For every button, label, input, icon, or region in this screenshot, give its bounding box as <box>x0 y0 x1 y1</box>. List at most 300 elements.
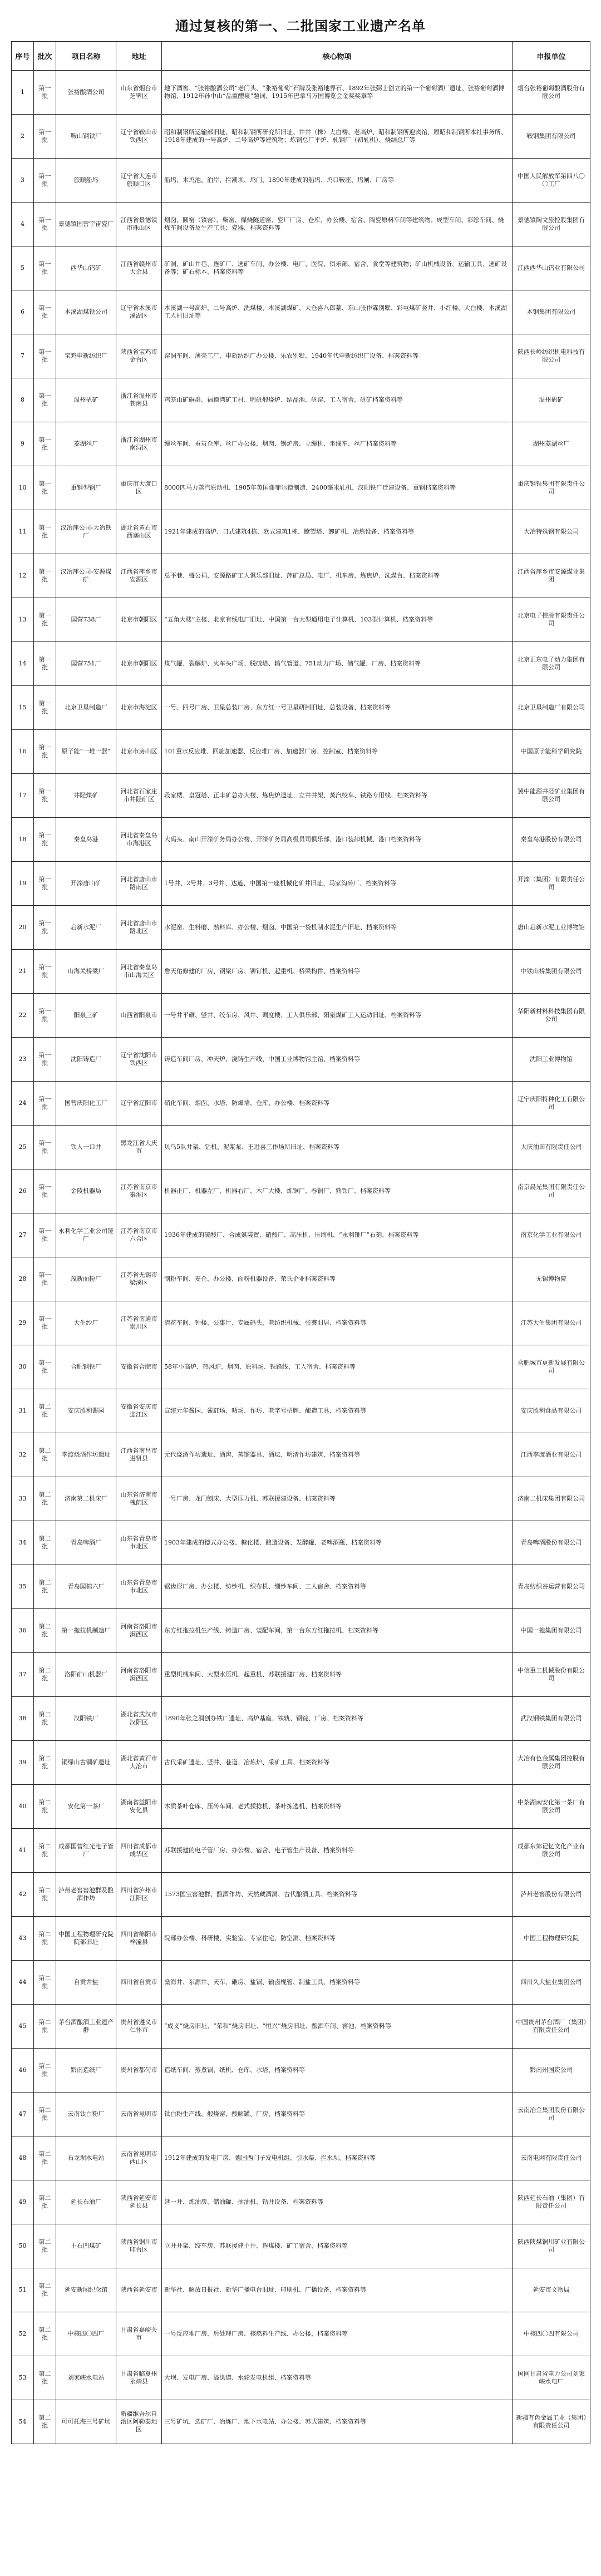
project-address: 江西省南昌市进贤县 <box>116 1433 162 1477</box>
table-row <box>12 71 590 115</box>
table-row <box>12 2356 590 2400</box>
project-address: 云南省昆明市 <box>116 2093 162 2136</box>
applicant-unit: 湖州菱湖丝厂 <box>513 422 590 466</box>
row-number: 7 <box>12 334 34 378</box>
core-items: 101重水反应堆、回旋加速器、反应堆厂房、加速器厂房、控制室、档案资料等 <box>162 730 513 774</box>
column-header: 申报单位 <box>513 42 590 71</box>
core-items: 宣统元年酱园、酱缸场、晒场、作坊、老字号招牌、酿造工具、档案资料等 <box>162 1389 513 1433</box>
project-address: 江苏省南京市秦淮区 <box>116 1169 162 1213</box>
table-row <box>12 1741 590 1785</box>
project-name: 国营庆阳化工厂 <box>56 1082 116 1126</box>
project-name: 济南第二机床厂 <box>56 1477 116 1521</box>
core-items: 大坝、发电厂房、溢洪道、水轮发电机组、档案资料等 <box>162 2356 513 2400</box>
project-address: 山东省青岛市市北区 <box>116 1565 162 1609</box>
row-batch: 第二批 <box>34 1653 56 1697</box>
project-address: 陕西省宝鸡市金台区 <box>116 334 162 378</box>
core-items: 元代烧酒作坊遗址、酒窖、蒸馏器具、酒坛、明清作坊建筑、档案资料等 <box>162 1433 513 1477</box>
core-items: 本溪湖一号高炉、二号高炉、洗煤楼、本溪湖煤矿、大仓喜八郎墓、东山张作霖别墅、彩屯煤矿竖井、小红楼、大白楼、本溪湖工人村旧址等 <box>162 290 513 334</box>
table-row <box>12 2093 590 2136</box>
project-address: 新疆维吾尔自治区阿勒泰地区 <box>116 2400 162 2444</box>
row-batch: 第一批 <box>34 862 56 906</box>
applicant-unit: 中铁山桥集团有限公司 <box>513 950 590 994</box>
table-body <box>12 71 590 2444</box>
project-address: 云南省昆明市西山区 <box>116 2136 162 2180</box>
applicant-unit: 鞍钢集团有限公司 <box>513 115 590 159</box>
project-name: 山海关桥梁厂 <box>56 950 116 994</box>
project-address: 江西省萍乡市安源区 <box>116 554 162 598</box>
table-row <box>12 818 590 862</box>
applicant-unit: 沈阳工业博物馆 <box>513 1038 590 1082</box>
table-row <box>12 1126 590 1169</box>
table-row <box>12 1961 590 2005</box>
row-batch: 第一批 <box>34 159 56 203</box>
project-name: 汉冶萍公司-大冶铁厂 <box>56 510 116 554</box>
table-row <box>12 774 590 818</box>
project-address: 陕西省延安市 <box>116 2268 162 2312</box>
heritage-table <box>11 41 590 2444</box>
project-name: 井陉煤矿 <box>56 774 116 818</box>
row-batch: 第一批 <box>34 203 56 246</box>
project-name: 茅台酒酿酒工业遗产群 <box>56 2005 116 2049</box>
applicant-unit: 陕西长岭纺织机电科技有限公司 <box>513 334 590 378</box>
project-name: 开滦唐山矿 <box>56 862 116 906</box>
applicant-unit: 黔南州国资公司 <box>513 2049 590 2093</box>
row-number: 2 <box>12 115 34 159</box>
core-items: 延一井、炼油房、储油罐、抽油机、钻井设备、档案资料等 <box>162 2180 513 2224</box>
core-items: 三号矿坑、选矿厂、冶炼厂、地下水电站、办公楼、苏式建筑、档案资料等 <box>162 2400 513 2444</box>
project-address: 辽宁省本溪市溪湖区 <box>116 290 162 334</box>
applicant-unit: 烟台张裕葡萄酿酒股份有限公司 <box>513 71 590 115</box>
project-name: 合肥钢铁厂 <box>56 1345 116 1389</box>
table-row <box>12 1609 590 1653</box>
project-name: 铜绿山古铜矿遗址 <box>56 1741 116 1785</box>
project-name: 自贡井盐 <box>56 1961 116 2005</box>
core-items: 矿洞、矿山井巷、选矿厂、选矿车间、办公楼、电厂、医院、俱乐部、宿舍、食堂等建筑物；矿山机械设备、运输工具、选矿设备等；矿石标本、档案资料等 <box>162 246 513 290</box>
row-number: 10 <box>12 466 34 510</box>
project-name: 北京卫星制造厂 <box>56 686 116 730</box>
project-name: 国营751厂 <box>56 642 116 686</box>
row-batch: 第二批 <box>34 2268 56 2312</box>
row-batch: 第二批 <box>34 2093 56 2136</box>
row-batch: 第一批 <box>34 994 56 1038</box>
project-address: 山东省烟台市芝罘区 <box>116 71 162 115</box>
applicant-unit: 成都东郊记忆文化产业有限公司 <box>513 1829 590 1873</box>
project-address: 辽宁省鞍山市铁西区 <box>116 115 162 159</box>
row-number: 25 <box>12 1126 34 1169</box>
row-batch: 第一批 <box>34 642 56 686</box>
row-number: 35 <box>12 1565 34 1609</box>
row-number: 4 <box>12 203 34 246</box>
table-row <box>12 950 590 994</box>
project-name: 温州矾矿 <box>56 378 116 422</box>
table-row <box>12 2136 590 2180</box>
project-address: 四川省自贡市 <box>116 1961 162 2005</box>
core-items: 1号井、2号井、3号井、达道、中国第一座机械化矿井旧址、马家沟砖厂、档案资料等 <box>162 862 513 906</box>
project-name: 金陵机器局 <box>56 1169 116 1213</box>
applicant-unit: 江西西华山钨业有限公司 <box>513 246 590 290</box>
project-address: 浙江省湖州市南浔区 <box>116 422 162 466</box>
core-items: 1890年张之洞创办铁厂遗址、高炉基座、铁轨、钢锭、厂房、档案资料等 <box>162 1697 513 1741</box>
row-batch: 第一批 <box>34 686 56 730</box>
core-items: 1912年建成的发电厂房、德国西门子发电机组、引水渠、拦水坝、档案资料等 <box>162 2136 513 2180</box>
project-address: 四川省成都市成华区 <box>116 1829 162 1873</box>
table-row <box>12 203 590 246</box>
project-name: 王石凹煤矿 <box>56 2224 116 2268</box>
project-name: 青岛啤酒厂 <box>56 1521 116 1565</box>
row-batch: 第一批 <box>34 730 56 774</box>
applicant-unit: 开滦（集团）有限责任公司 <box>513 862 590 906</box>
core-items: 地下酒窖、“张裕酿酒公司”老门头、“张裕葡萄”石牌及张裕地界石、1892年张弼士创立的第一个葡萄酒厂遗址、张裕葡萄酒博物馆、1912年孙中山“品重醴泉”题词、1915年巴拿马万国博览会金奖奖章等 <box>162 71 513 115</box>
core-items: 制粉车间、麦仓、办公楼、面粉机器设备、荣氏企业档案资料等 <box>162 1257 513 1301</box>
table-row <box>12 290 590 334</box>
project-name: 延安新闻纪念馆 <box>56 2268 116 2312</box>
applicant-unit: 无锡博物院 <box>513 1257 590 1301</box>
core-items: 新华社、解放日报社、新华广播电台旧址、印刷机、广播设备、档案资料等 <box>162 2268 513 2312</box>
core-items: 鸡笼山矿硐群、福德湾矿工村、明矾煅烧炉、结晶池、矾窑、工人宿舍、矾矿档案资料等 <box>162 378 513 422</box>
row-number: 51 <box>12 2268 34 2312</box>
project-name: 安庆胜利酱园 <box>56 1389 116 1433</box>
core-items: 清花车间、钟楼、公事厅、专属码头、老纺织机械、张謇旧居、档案资料等 <box>162 1301 513 1345</box>
core-items: 一号井平硐、竖井、绞车房、风井、调度楼、工人俱乐部、阳泉煤矿工人运动旧址、档案资料等 <box>162 994 513 1038</box>
project-address: 河南省洛阳市涧西区 <box>116 1609 162 1653</box>
project-name: 可可托海三号矿坑 <box>56 2400 116 2444</box>
table-row <box>12 159 590 203</box>
project-address: 江苏省无锡市梁溪区 <box>116 1257 162 1301</box>
applicant-unit: 南京晨光集团有限责任公司 <box>513 1169 590 1213</box>
table-row <box>12 1433 590 1477</box>
row-batch: 第一批 <box>34 1301 56 1345</box>
applicant-unit: 重庆钢铁集团有限责任公司 <box>513 466 590 510</box>
project-name: 成都国营红光电子管厂 <box>56 1829 116 1873</box>
project-name: 宝鸡申新纺织厂 <box>56 334 116 378</box>
row-number: 46 <box>12 2049 34 2093</box>
row-batch: 第一批 <box>34 1126 56 1169</box>
applicant-unit: 景德镇陶文旅控股集团有限公司 <box>513 203 590 246</box>
row-batch: 第二批 <box>34 2356 56 2400</box>
project-address: 辽宁省辽阳市 <box>116 1082 162 1126</box>
row-number: 53 <box>12 2356 34 2400</box>
applicant-unit: 江西省萍乡市安源煤业集团 <box>513 554 590 598</box>
project-address: 甘肃省临夏州永靖县 <box>116 2356 162 2400</box>
row-batch: 第一批 <box>34 510 56 554</box>
project-name: 第一拖拉机制造厂 <box>56 1609 116 1653</box>
row-batch: 第二批 <box>34 1389 56 1433</box>
row-number: 14 <box>12 642 34 686</box>
project-name: 云南钛白粉厂 <box>56 2093 116 2136</box>
project-name: 洛阳矿山机器厂 <box>56 1653 116 1697</box>
row-number: 32 <box>12 1433 34 1477</box>
core-items: 机器正厂、机器左厂、机器右厂、木厂大楼、炼铜厂、卷铜厂、熟铁厂、档案资料等 <box>162 1169 513 1213</box>
core-items: 煤气罐、裂解炉、火车头广场、脱硫塔、输气管道、751动力广场、储气罐、厂房、档案资料等 <box>162 642 513 686</box>
row-number: 45 <box>12 2005 34 2049</box>
row-number: 13 <box>12 598 34 642</box>
applicant-unit: 中茶湖南安化第一茶厂有限公司 <box>513 1785 590 1829</box>
row-batch: 第二批 <box>34 1565 56 1609</box>
table-row <box>12 642 590 686</box>
applicant-unit: 陕西延长石油（集团）有限责任公司 <box>513 2180 590 2224</box>
row-batch: 第二批 <box>34 1433 56 1477</box>
applicant-unit: 江苏大生集团有限公司 <box>513 1301 590 1345</box>
core-items: 缫丝车间、蚕茧仓库、丝厂办公楼、烟囱、锅炉房、立缫机、坐缫车、丝厂档案资料等 <box>162 422 513 466</box>
row-number: 33 <box>12 1477 34 1521</box>
row-number: 28 <box>12 1257 34 1301</box>
project-address: 山东省青岛市市北区 <box>116 1521 162 1565</box>
table-row <box>12 1213 590 1257</box>
core-items: 詹天佑修建的厂房、钢梁厂房、铆钉机、起重机、桥梁构件、档案资料等 <box>162 950 513 994</box>
row-number: 37 <box>12 1653 34 1697</box>
row-batch: 第二批 <box>34 2049 56 2093</box>
row-number: 27 <box>12 1213 34 1257</box>
core-items: 烟囱、圆窑（镇窑）、柴窑、煤烧隧道窑、瓷厂厂房、仓库、办公楼、宿舍、陶瓷原料车间等建筑物；成型车间、彩绘车间、烧炼车间设备及生产工具；瓷器、档案资料等 <box>162 203 513 246</box>
table-row <box>12 1257 590 1301</box>
row-batch: 第一批 <box>34 598 56 642</box>
row-batch: 第二批 <box>34 1697 56 1741</box>
row-number: 15 <box>12 686 34 730</box>
row-batch: 第一批 <box>34 774 56 818</box>
table-row <box>12 2268 590 2312</box>
row-batch: 第一批 <box>34 1082 56 1126</box>
row-number: 39 <box>12 1741 34 1785</box>
applicant-unit: 中国原子能科学研究院 <box>513 730 590 774</box>
project-address: 河北省石家庄市井陉矿区 <box>116 774 162 818</box>
applicant-unit: 秦皇岛港股份有限公司 <box>513 818 590 862</box>
project-address: 贵州省遵义市仁怀市 <box>116 2005 162 2049</box>
table-row <box>12 510 590 554</box>
table-row <box>12 2180 590 2224</box>
applicant-unit: 陕西陕煤铜川矿业有限公司 <box>513 2224 590 2268</box>
table-row <box>12 598 590 642</box>
row-number: 21 <box>12 950 34 994</box>
core-items: 1573国宝窖池群、酿酒作坊、天然藏酒洞、古代酿酒工具、档案资料等 <box>162 1873 513 1917</box>
document-title: 通过复核的第一、二批国家工业遗产名单 <box>175 18 426 34</box>
project-address: 河北省唐山市路北区 <box>116 906 162 950</box>
row-batch: 第一批 <box>34 906 56 950</box>
project-address: 山西省阳泉市 <box>116 994 162 1038</box>
applicant-unit: 新疆有色金属工业（集团）有限责任公司 <box>513 2400 590 2444</box>
applicant-unit: 安庆胜利食品有限公司 <box>513 1389 590 1433</box>
row-batch: 第二批 <box>34 1609 56 1653</box>
table-row <box>12 2312 590 2356</box>
core-items: 1903年建成的德式办公楼、糖化楼、酿造设备、发酵罐、老啤酒瓶、档案资料等 <box>162 1521 513 1565</box>
applicant-unit: 青岛纺织谷运营有限公司 <box>513 1565 590 1609</box>
row-batch: 第二批 <box>34 1521 56 1565</box>
row-number: 17 <box>12 774 34 818</box>
project-address: 辽宁省沈阳市铁西区 <box>116 1038 162 1082</box>
project-address: 湖北省武汉市汉阳区 <box>116 1697 162 1741</box>
row-number: 38 <box>12 1697 34 1741</box>
table-row <box>12 2400 590 2444</box>
project-name: 鞍山钢铁厂 <box>56 115 116 159</box>
applicant-unit: 北京正东电子动力集团有限公司 <box>513 642 590 686</box>
row-batch: 第一批 <box>34 466 56 510</box>
project-address: 江苏省南通市崇川区 <box>116 1301 162 1345</box>
core-items: 木质茶叶仓库、压砖车间、老式揉捻机、茶叶拣选机、档案资料等 <box>162 1785 513 1829</box>
table-row <box>12 1829 590 1873</box>
project-name: 李渡烧酒作坊遗址 <box>56 1433 116 1477</box>
column-header: 核心物项 <box>162 42 513 71</box>
applicant-unit: 冀中能源井陉矿业集团有限公司 <box>513 774 590 818</box>
row-number: 41 <box>12 1829 34 1873</box>
applicant-unit: 云南冶金集团股份有限公司 <box>513 2093 590 2136</box>
project-address: 北京市海淀区 <box>116 686 162 730</box>
core-items: 硝化车间、烟囱、水塔、防爆墙、仓库、办公楼、档案资料等 <box>162 1082 513 1126</box>
applicant-unit: 唐山启新水泥工业博物馆 <box>513 906 590 950</box>
project-name: 景德镇国营宇宙瓷厂 <box>56 203 116 246</box>
applicant-unit: 本钢集团有限公司 <box>513 290 590 334</box>
row-batch: 第一批 <box>34 1169 56 1213</box>
table-row <box>12 1785 590 1829</box>
project-name: 菱湖丝厂 <box>56 422 116 466</box>
row-batch: 第二批 <box>34 1829 56 1873</box>
row-batch: 第二批 <box>34 1785 56 1829</box>
project-address: 陕西省延安市延长县 <box>116 2180 162 2224</box>
core-items: 锯齿形厂房、办公楼、纺纱机、织布机、细纱车间、工人宿舍、档案资料等 <box>162 1565 513 1609</box>
core-items: “成义”烧房旧址、“荣和”烧房旧址、“恒兴”烧房旧址、酿酒车间、窖池、档案资料等 <box>162 2005 513 2049</box>
project-address: 安徽省合肥市 <box>116 1345 162 1389</box>
applicant-unit: 大冶有色金属集团控股有限公司 <box>513 1741 590 1785</box>
table-row <box>12 1389 590 1433</box>
core-items: 贝乌5队井架、钻机、泥浆泵、王进喜工作场所旧址、档案资料等 <box>162 1126 513 1169</box>
row-batch: 第二批 <box>34 2180 56 2224</box>
applicant-unit: 北京电子控股有限责任公司 <box>513 598 590 642</box>
row-number: 54 <box>12 2400 34 2444</box>
core-items: 院部办公楼、科研楼、实验室、专家住宅、防空洞、档案资料等 <box>162 1917 513 1961</box>
table-row <box>12 994 590 1038</box>
row-number: 40 <box>12 1785 34 1829</box>
core-items: 造纸车间、蒸煮锅、纸机、仓库、水塔、档案资料等 <box>162 2049 513 2093</box>
project-name: 重钢型钢厂 <box>56 466 116 510</box>
project-name: 沈阳铸造厂 <box>56 1038 116 1082</box>
row-batch: 第一批 <box>34 246 56 290</box>
table-row <box>12 1697 590 1741</box>
project-address: 安徽省安庆市迎江区 <box>116 1389 162 1433</box>
row-batch: 第二批 <box>34 1961 56 2005</box>
row-number: 47 <box>12 2093 34 2136</box>
applicant-unit: 中核四〇四有限公司 <box>513 2312 590 2356</box>
table-row <box>12 378 590 422</box>
row-number: 6 <box>12 290 34 334</box>
row-number: 52 <box>12 2312 34 2356</box>
core-items: 1936年建成的硫酸厂、合成氨装置、硝酸厂、高压机、压缩机、“永利铔厂”石刻、档案资料等 <box>162 1213 513 1257</box>
project-name: 铁人一口井 <box>56 1126 116 1169</box>
row-number: 23 <box>12 1038 34 1082</box>
project-name: 汉阳铁厂 <box>56 1697 116 1741</box>
core-items: 一号反应堆厂房、后处理厂房、核燃料生产线、办公楼、档案资料等 <box>162 2312 513 2356</box>
applicant-unit: 中国一拖集团有限公司 <box>513 1609 590 1653</box>
project-name: 国营738厂 <box>56 598 116 642</box>
project-name: 中国工程物理研究院院部旧址 <box>56 1917 116 1961</box>
applicant-unit: 云南电网有限责任公司 <box>513 2136 590 2180</box>
project-address: 浙江省温州市苍南县 <box>116 378 162 422</box>
project-address: 湖南省益阳市安化县 <box>116 1785 162 1829</box>
row-number: 11 <box>12 510 34 554</box>
row-batch: 第一批 <box>34 334 56 378</box>
project-address: 河北省秦皇岛市山海关区 <box>116 950 162 994</box>
project-address: 湖北省黄石市大冶市 <box>116 1741 162 1785</box>
project-address: 湖北省黄石市西塞山区 <box>116 510 162 554</box>
applicant-unit: 泸州老窖股份有限公司 <box>513 1873 590 1917</box>
project-name: 刘家峡水电站 <box>56 2356 116 2400</box>
table-row <box>12 334 590 378</box>
table-row <box>12 1565 590 1609</box>
applicant-unit: 合肥城市更新发展有限公司 <box>513 1345 590 1389</box>
row-number: 44 <box>12 1961 34 2005</box>
project-name: 青岛国棉六厂 <box>56 1565 116 1609</box>
project-address: 河北省秦皇岛市海港区 <box>116 818 162 862</box>
project-name: 本溪湖煤铁公司 <box>56 290 116 334</box>
row-number: 29 <box>12 1301 34 1345</box>
table-row <box>12 115 590 159</box>
project-name: 汉冶萍公司-安源煤矿 <box>56 554 116 598</box>
row-batch: 第一批 <box>34 818 56 862</box>
project-address: 黑龙江省大庆市 <box>116 1126 162 1169</box>
project-address: 河北省唐山市路南区 <box>116 862 162 906</box>
table-row <box>12 1917 590 1961</box>
column-header: 地址 <box>116 42 162 71</box>
row-batch: 第二批 <box>34 1477 56 1521</box>
project-address: 甘肃省嘉峪关市 <box>116 2312 162 2356</box>
table-row <box>12 1301 590 1345</box>
row-number: 24 <box>12 1082 34 1126</box>
row-number: 16 <box>12 730 34 774</box>
table-row <box>12 422 590 466</box>
applicant-unit: 济南二机床集团有限公司 <box>513 1477 590 1521</box>
column-header: 序号 <box>12 42 34 71</box>
core-items: 燊海井、东源井、天车、碓房、盐锅、输卤枧管、制盐工具、档案资料等 <box>162 1961 513 2005</box>
row-batch: 第二批 <box>34 2312 56 2356</box>
project-name: 中核四〇四厂 <box>56 2312 116 2356</box>
applicant-unit: 北京卫星制造厂有限公司 <box>513 686 590 730</box>
table-row <box>12 1521 590 1565</box>
project-name: 阳泉三矿 <box>56 994 116 1038</box>
table-row <box>12 1873 590 1917</box>
applicant-unit: 华阳新材料科技集团有限公司 <box>513 994 590 1038</box>
project-name: 大生纱厂 <box>56 1301 116 1345</box>
applicant-unit: 中国贵州茅台酒厂（集团）有限责任公司 <box>513 2005 590 2049</box>
project-address: 四川省绵阳市梓潼县 <box>116 1917 162 1961</box>
project-address: 重庆市大渡口区 <box>116 466 162 510</box>
row-batch: 第一批 <box>34 422 56 466</box>
project-address: 辽宁省大连市旅顺口区 <box>116 159 162 203</box>
row-batch: 第一批 <box>34 290 56 334</box>
row-number: 42 <box>12 1873 34 1917</box>
project-name: 茂新面粉厂 <box>56 1257 116 1301</box>
core-items: 古代采矿遗址、竖井、巷道、冶炼炉、采矿工具、档案资料等 <box>162 1741 513 1785</box>
applicant-unit: 中国人民解放军第四八〇〇工厂 <box>513 159 590 203</box>
applicant-unit: 武汉钢铁集团有限公司 <box>513 1697 590 1741</box>
row-batch: 第一批 <box>34 1257 56 1301</box>
table-row <box>12 1082 590 1126</box>
applicant-unit: 辽宁庆阳特种化工有限公司 <box>513 1082 590 1126</box>
table-row <box>12 1653 590 1697</box>
core-items: 立井井架、绞车房、苏联援建主井、选煤楼、矿工宿舍、档案资料等 <box>162 2224 513 2268</box>
core-items: 昭和制钢所运输部旧址、昭和制钢所研究所旧址、井井（株）大白楼、老高炉、昭和制钢所迎宾馆、原昭和制钢所本社事务所、1918年建成的一号高炉、二号高炉等建筑物；炼钢总厂平炉、轧钢厂（初轧机）、烧结总厂等 <box>162 115 513 159</box>
row-batch: 第二批 <box>34 1873 56 1917</box>
row-number: 12 <box>12 554 34 598</box>
core-items: 水泥窑、生料磨、熟料库、办公楼、烟囱、中国第一袋机制水泥生产旧址、档案资料等 <box>162 906 513 950</box>
applicant-unit: 中国工程物理研究院 <box>513 1917 590 1961</box>
project-address: 山东省济南市槐荫区 <box>116 1477 162 1521</box>
core-items: 段家楼、皇冠塔、正丰矿总办大楼、炼焦炉遗址、立井井架、蒸汽绞车、铁路专用线、档案资料等 <box>162 774 513 818</box>
row-number: 26 <box>12 1169 34 1213</box>
row-number: 3 <box>12 159 34 203</box>
applicant-unit: 中信重工机械股份有限公司 <box>513 1653 590 1697</box>
project-address: 北京市朝阳区 <box>116 642 162 686</box>
row-batch: 第二批 <box>34 2224 56 2268</box>
row-number: 20 <box>12 906 34 950</box>
core-items: 1921年建成的高炉、日式建筑4栋、欧式建筑1栋、瞭望塔、卸矿机、冶炼设备、档案资料等 <box>162 510 513 554</box>
row-batch: 第二批 <box>34 1741 56 1785</box>
